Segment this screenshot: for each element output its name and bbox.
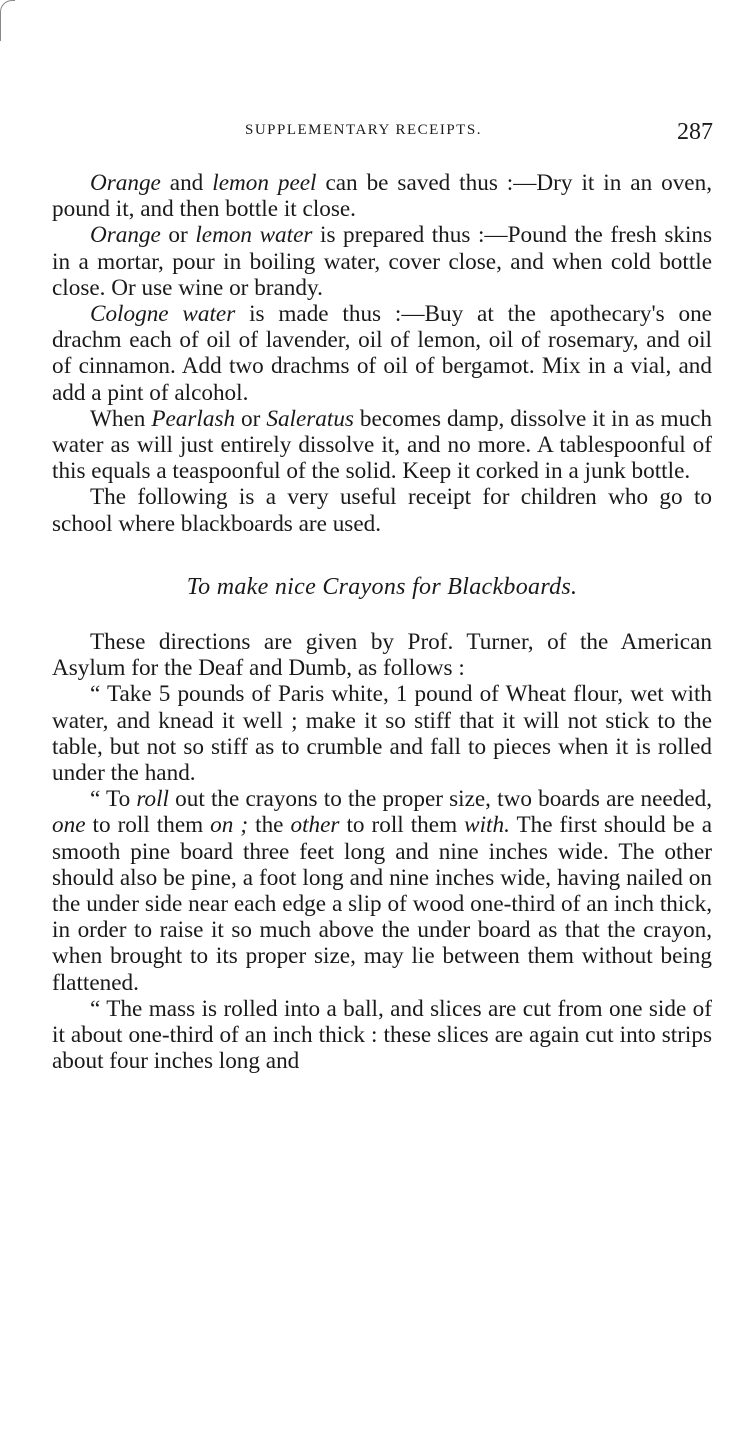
italic-text: one [52, 812, 86, 839]
italic-text: Cologne water [90, 301, 236, 328]
text-run: to roll them [339, 812, 465, 839]
text-run: or [235, 405, 267, 432]
paragraph [52, 170, 712, 222]
text-run: to roll them [85, 812, 211, 839]
text-run: “ The mass is rolled into a ball, and slices are cut from one side of it about one-third of an inch thick : these slices are again cut into strips about four inches long and [52, 995, 712, 1075]
text-run: When [90, 405, 152, 432]
page-header [245, 119, 715, 152]
text-run: “ To [90, 786, 137, 813]
page-edge-mark [0, 0, 15, 41]
running-head: SUPPLEMENTARY RECEIPTS. [245, 122, 482, 138]
italic-text: Saleratus [266, 405, 354, 432]
text-run: or [160, 222, 196, 249]
section-heading: To make nice Crayons for Blackboards. [186, 573, 578, 600]
italic-text: other [290, 812, 340, 839]
text-run: These directions are given by Prof. Turner, of the American Asylum for the Deaf and Dumb, as follows : [52, 629, 712, 682]
paragraphs-before-heading [52, 170, 712, 537]
paragraph [52, 484, 712, 536]
italic-text: lemon water [195, 222, 313, 249]
italic-text: on ; [210, 812, 249, 839]
italic-text: lemon peel [212, 170, 317, 196]
italic-text: roll [136, 786, 170, 813]
italic-text: with. [464, 812, 510, 839]
paragraph [52, 996, 712, 1075]
italic-text: Pearlash [151, 405, 236, 432]
text-run: and [160, 170, 213, 196]
paragraph [52, 681, 712, 786]
paragraph [52, 786, 712, 996]
text-run: out the crayons to the proper size, two boards are needed, [169, 786, 713, 813]
text-run: is made thus :—Buy at the apothecary's one drachm each of oil of lavender, oil of lemon, oil of rosemary, and oil of cinnamon. Add two drachms of oil of bergamot. Mix in a vial, and add a pint of alcohol. [52, 301, 712, 406]
paragraph [52, 629, 712, 681]
text-run: becomes damp, dissolve it in as much water as will just entirely dissolve it, and no more. A tablespoonful of this equals a teaspoonful of the solid. Keep it corked in a junk bottle. [52, 405, 712, 485]
page-number: 287 [677, 119, 713, 145]
paragraph [52, 406, 712, 485]
paragraph [52, 222, 712, 301]
text-run: The first should be a smooth pine board three feet long and nine inches wide. The other should also be pine, a foot long and nine inches wide, having nailed on the under side near each edge a slip of wood one-third of an inch thick, in order to raise it so much above the under board as that the crayon, when brought to its proper size, may lie between them without being flattened. [52, 812, 712, 996]
text-run: the [248, 812, 291, 839]
paragraphs-after-heading [52, 629, 712, 1074]
body-text [52, 170, 712, 1075]
paragraph [52, 301, 712, 406]
text-run: can be saved thus :—Dry it in an oven, pound it, and then bottle it close. [52, 170, 712, 223]
text-run: is prepared thus :—Pound the fresh skins in a mortar, pour in boiling water, cover close, and when cold bottle close. Or use wine or brandy. [52, 222, 712, 301]
text-run: The following is a very useful receipt for children who go to school where blackboards are used. [52, 484, 712, 537]
italic-text: Orange [90, 222, 161, 249]
text-run: “ Take 5 pounds of Paris white, 1 pound of Wheat flour, wet with water, and knead it well ; make it so stiff that it will not stick to the table, but not so stiff as to crumble and fall to pieces when it is rolled under the hand. [52, 681, 712, 787]
italic-text: Orange [90, 170, 161, 196]
